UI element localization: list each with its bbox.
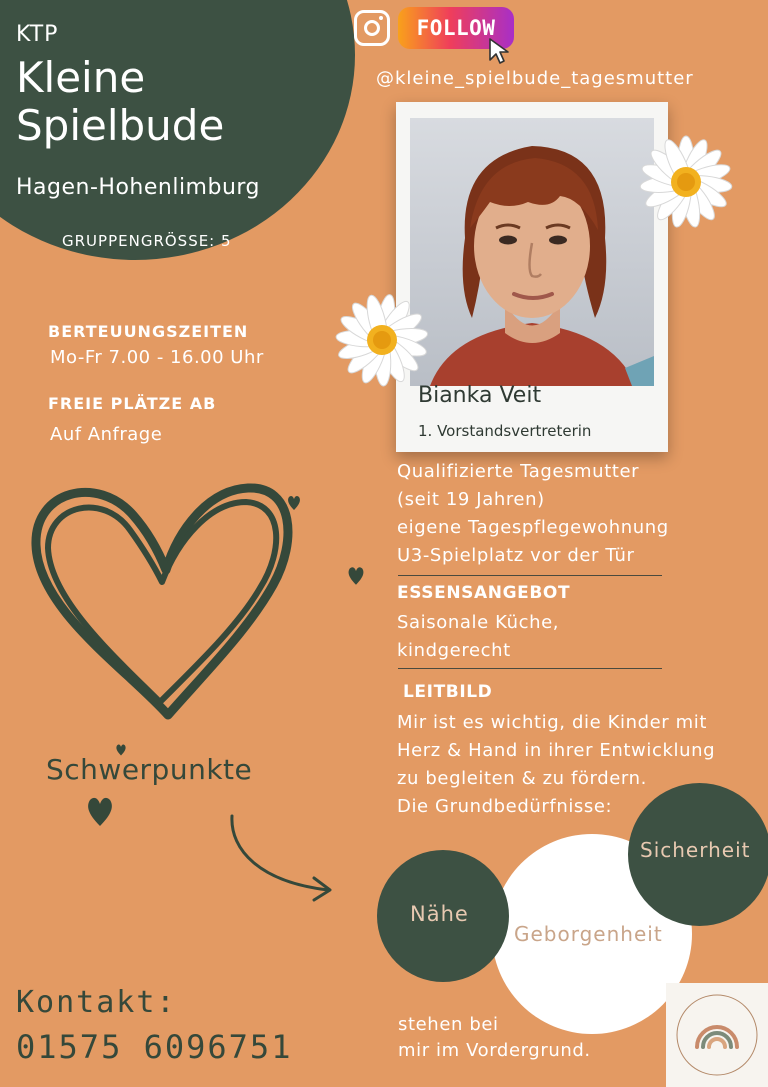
mission-line: Die Grundbedürfnisse: <box>397 796 613 817</box>
divider <box>398 668 662 669</box>
daisy-flower-icon <box>636 132 736 232</box>
city-label: Hagen-Hohenlimburg <box>16 175 261 200</box>
contact-label: Kontakt: <box>16 985 177 1020</box>
mission-label: LEITBILD <box>403 682 493 702</box>
portrait-illustration <box>410 118 654 386</box>
profile-role: 1. Vorstandsvertreterin <box>418 422 592 440</box>
food-text <box>397 609 559 665</box>
portrait-photo <box>410 118 654 386</box>
qualifications-list <box>397 458 669 570</box>
qualification-line: U3-Spielplatz vor der Tür <box>397 545 635 566</box>
ktp-label: KTP <box>16 22 59 47</box>
heart-icon <box>18 470 308 740</box>
qualification-line: eigene Tagespflegewohnung <box>397 517 669 538</box>
qualification-line: Qualifizierte Tagesmutter <box>397 461 640 482</box>
profile-name: Bianka Veit <box>418 383 542 408</box>
daisy-flower-icon <box>332 290 432 390</box>
mission-line: Mir ist es wichtig, die Kinder mit <box>397 712 707 733</box>
page-title <box>16 54 224 150</box>
kindertagespflege-logo <box>666 983 768 1087</box>
title-line-2: Spielbude <box>16 101 225 150</box>
closing-line-1: stehen bei <box>398 1014 499 1035</box>
follow-button[interactable]: FOLLOW <box>398 7 514 49</box>
closing-line-2: mir im Vordergrund. <box>398 1040 591 1061</box>
qualification-line: (seit 19 Jahren) <box>397 489 545 510</box>
arrow-icon <box>220 810 344 910</box>
hours-value: Mo-Fr 7.00 - 16.00 Uhr <box>50 347 264 368</box>
small-heart-icon <box>286 494 302 512</box>
phone-number[interactable]: 01575 6096751 <box>16 1028 293 1066</box>
instagram-handle[interactable]: @kleine_spielbude_tagesmutter <box>376 68 694 89</box>
instagram-lens-icon <box>364 20 380 36</box>
hours-label: BERTEUUNGSZEITEN <box>48 322 249 341</box>
need-sicherheit: Sicherheit <box>640 838 751 862</box>
rainbow-logo-icon <box>666 983 768 1087</box>
mission-line: Herz & Hand in ihrer Entwicklung <box>397 740 716 761</box>
free-places-value: Auf Anfrage <box>50 424 163 445</box>
small-heart-icon <box>84 794 116 830</box>
food-line: Saisonale Küche, <box>397 612 560 633</box>
instagram-dot-icon <box>379 16 383 20</box>
free-places-label: FREIE PLÄTZE AB <box>48 394 217 413</box>
title-line-1: Kleine <box>16 53 146 102</box>
group-size-label: GRUPPENGRÖSSE: 5 <box>62 232 232 250</box>
food-line: kindgerecht <box>397 640 511 661</box>
need-geborgenheit: Geborgenheit <box>514 922 663 946</box>
small-heart-icon <box>346 564 366 588</box>
closing-text <box>398 1012 591 1064</box>
need-naehe: Nähe <box>410 902 469 926</box>
divider <box>398 575 662 576</box>
mission-line: zu begleiten & zu fördern. <box>397 768 647 789</box>
focus-label: Schwerpunkte <box>46 753 253 786</box>
cursor-icon <box>486 36 514 66</box>
food-label: ESSENSANGEBOT <box>397 583 571 603</box>
instagram-icon[interactable] <box>354 10 390 46</box>
